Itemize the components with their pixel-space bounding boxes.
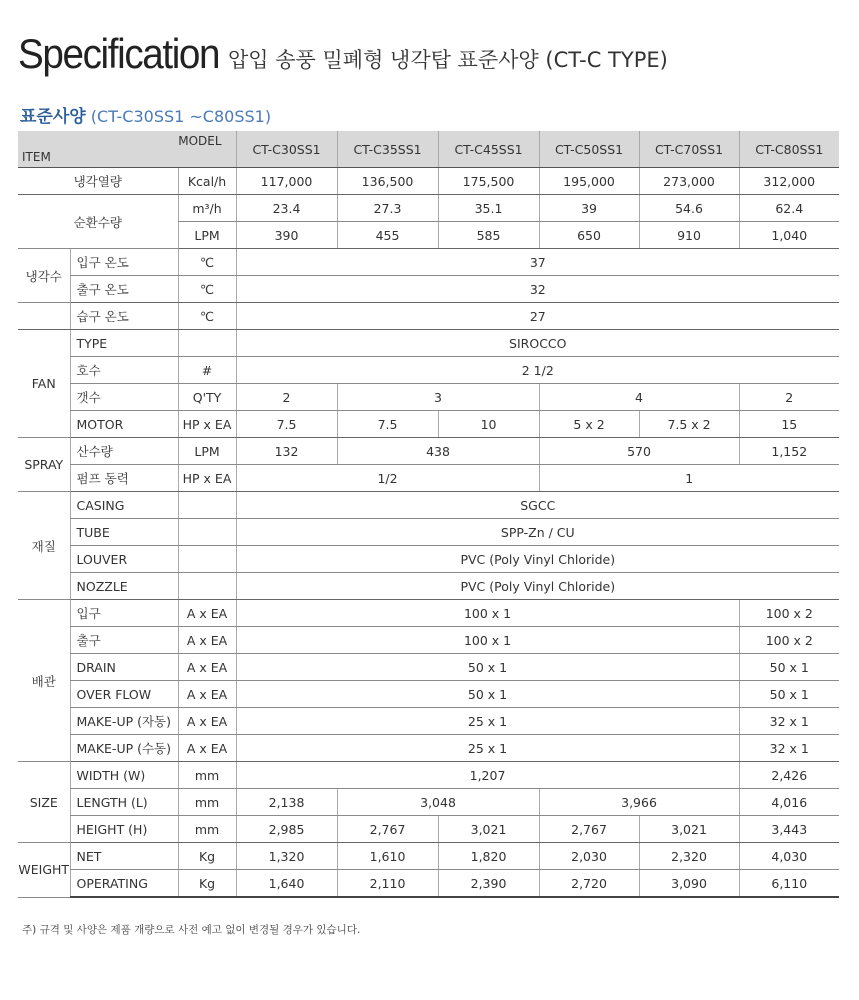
table-cell: 2,767: [337, 816, 438, 843]
model-header: CT-C30SS1: [236, 131, 337, 168]
section-subtitle: [20, 102, 271, 127]
table-cell: SIZE: [18, 762, 70, 843]
table-cell: [178, 330, 236, 357]
table-cell: 50 x 1: [739, 654, 839, 681]
table-cell: 1,040: [739, 222, 839, 249]
table-cell: FAN: [18, 330, 70, 438]
table-row: [18, 762, 839, 789]
table-cell: 50 x 1: [236, 681, 739, 708]
table-cell: A x EA: [178, 735, 236, 762]
model-header: CT-C80SS1: [739, 131, 839, 168]
table-cell: 1: [539, 465, 839, 492]
table-cell: 2,985: [236, 816, 337, 843]
table-cell: 재질: [18, 492, 70, 600]
table-cell: 7.5: [236, 411, 337, 438]
table-cell: 117,000: [236, 168, 337, 195]
table-cell: 3,966: [539, 789, 739, 816]
table-cell: 62.4: [739, 195, 839, 222]
table-cell: 냉각수: [18, 249, 70, 303]
item-label: ITEM: [22, 150, 51, 164]
table-cell: 455: [337, 222, 438, 249]
table-cell: 100 x 2: [739, 600, 839, 627]
table-cell: [18, 303, 70, 330]
table-cell: 100 x 1: [236, 627, 739, 654]
table-row: [18, 789, 839, 816]
table-cell: mm: [178, 816, 236, 843]
table-cell: mm: [178, 762, 236, 789]
header-corner: [18, 131, 236, 168]
subtitle-bold: 표준사양: [20, 107, 86, 127]
table-cell: 4: [539, 384, 739, 411]
table-cell: [178, 573, 236, 600]
table-row: [18, 546, 839, 573]
table-cell: CASING: [70, 492, 178, 519]
table-cell: 3,048: [337, 789, 539, 816]
table-cell: WIDTH (W): [70, 762, 178, 789]
table-row: [18, 600, 839, 627]
spec-table: [18, 131, 839, 898]
table-cell: 39: [539, 195, 639, 222]
table-cell: TYPE: [70, 330, 178, 357]
table-row: [18, 681, 839, 708]
table-cell: 54.6: [639, 195, 739, 222]
table-cell: 출구: [70, 627, 178, 654]
table-cell: 1,640: [236, 870, 337, 898]
table-cell: 136,500: [337, 168, 438, 195]
table-cell: MAKE-UP (자동): [70, 708, 178, 735]
table-cell: Kcal/h: [178, 168, 236, 195]
table-cell: HP x EA: [178, 411, 236, 438]
table-cell: 1,320: [236, 843, 337, 870]
table-cell: 3,021: [639, 816, 739, 843]
table-cell: 입구 온도: [70, 249, 178, 276]
table-cell: TUBE: [70, 519, 178, 546]
table-cell: 2,110: [337, 870, 438, 898]
table-cell: PVC (Poly Vinyl Chloride): [236, 573, 839, 600]
table-cell: 15: [739, 411, 839, 438]
table-cell: 25 x 1: [236, 735, 739, 762]
model-label: MODEL: [178, 134, 222, 148]
table-cell: SPP-Zn / CU: [236, 519, 839, 546]
table-cell: 37: [236, 249, 839, 276]
table-row: [18, 708, 839, 735]
table-cell: 7.5 x 2: [639, 411, 739, 438]
table-cell: MOTOR: [70, 411, 178, 438]
table-cell: 2 1/2: [236, 357, 839, 384]
table-cell: 입구: [70, 600, 178, 627]
table-cell: NOZZLE: [70, 573, 178, 600]
table-cell: 출구 온도: [70, 276, 178, 303]
table-cell: 27: [236, 303, 839, 330]
table-row: [18, 249, 839, 276]
footnote: 주) 규격 및 사양은 제품 개량으로 사전 예고 없이 변경될 경우가 있습니다.: [22, 924, 361, 936]
table-cell: m³/h: [178, 195, 236, 222]
table-cell: OPERATING: [70, 870, 178, 898]
table-cell: LPM: [178, 438, 236, 465]
table-cell: PVC (Poly Vinyl Chloride): [236, 546, 839, 573]
table-cell: LPM: [178, 222, 236, 249]
table-cell: A x EA: [178, 627, 236, 654]
table-cell: ℃: [178, 276, 236, 303]
table-cell: 25 x 1: [236, 708, 739, 735]
table-row: [18, 843, 839, 870]
table-cell: 배관: [18, 600, 70, 762]
table-cell: [178, 519, 236, 546]
table-cell: MAKE-UP (수동): [70, 735, 178, 762]
table-cell: 390: [236, 222, 337, 249]
table-cell: mm: [178, 789, 236, 816]
table-cell: 910: [639, 222, 739, 249]
table-cell: 순환수량: [18, 195, 178, 249]
table-cell: 1,152: [739, 438, 839, 465]
table-cell: 3,090: [639, 870, 739, 898]
table-cell: A x EA: [178, 600, 236, 627]
table-cell: Kg: [178, 843, 236, 870]
table-row: [18, 411, 839, 438]
subtitle-range: (CT-C30SS1 ~C80SS1): [85, 107, 272, 126]
table-cell: 2,720: [539, 870, 639, 898]
table-cell: 32: [236, 276, 839, 303]
table-cell: 1,820: [438, 843, 539, 870]
table-cell: 100 x 1: [236, 600, 739, 627]
table-cell: 650: [539, 222, 639, 249]
table-cell: [178, 546, 236, 573]
model-header: CT-C50SS1: [539, 131, 639, 168]
table-row: [18, 492, 839, 519]
table-cell: DRAIN: [70, 654, 178, 681]
header-row: [18, 131, 839, 168]
model-header: CT-C45SS1: [438, 131, 539, 168]
table-cell: 195,000: [539, 168, 639, 195]
table-cell: ℃: [178, 303, 236, 330]
table-cell: 호수: [70, 357, 178, 384]
table-row: [18, 816, 839, 843]
table-cell: 2,320: [639, 843, 739, 870]
table-cell: 32 x 1: [739, 708, 839, 735]
table-cell: 2,390: [438, 870, 539, 898]
table-cell: 1,610: [337, 843, 438, 870]
table-cell: 갯수: [70, 384, 178, 411]
table-cell: ℃: [178, 249, 236, 276]
table-cell: 2,138: [236, 789, 337, 816]
table-row: [18, 195, 839, 222]
table-cell: 4,016: [739, 789, 839, 816]
page-title: [18, 30, 668, 78]
table-cell: 3,021: [438, 816, 539, 843]
table-row: [18, 357, 839, 384]
table-cell: 4,030: [739, 843, 839, 870]
table-cell: HEIGHT (H): [70, 816, 178, 843]
table-cell: 1,207: [236, 762, 739, 789]
table-row: [18, 735, 839, 762]
table-cell: 132: [236, 438, 337, 465]
table-cell: 32 x 1: [739, 735, 839, 762]
table-cell: SIROCCO: [236, 330, 839, 357]
table-cell: NET: [70, 843, 178, 870]
table-cell: Kg: [178, 870, 236, 898]
table-cell: 2,767: [539, 816, 639, 843]
table-cell: WEIGHT: [18, 843, 70, 898]
table-cell: 3: [337, 384, 539, 411]
table-cell: Q'TY: [178, 384, 236, 411]
table-cell: SPRAY: [18, 438, 70, 492]
table-row: [18, 627, 839, 654]
table-row: [18, 465, 839, 492]
table-cell: 3,443: [739, 816, 839, 843]
table-cell: 438: [337, 438, 539, 465]
model-header: CT-C70SS1: [639, 131, 739, 168]
table-cell: 10: [438, 411, 539, 438]
table-cell: A x EA: [178, 681, 236, 708]
table-cell: 습구 온도: [70, 303, 178, 330]
table-row: [18, 573, 839, 600]
title-sub: 압입 송풍 밀폐형 냉각탑 표준사양 (CT-C TYPE): [228, 48, 668, 72]
table-cell: 570: [539, 438, 739, 465]
table-row: [18, 384, 839, 411]
model-header: CT-C35SS1: [337, 131, 438, 168]
table-cell: SGCC: [236, 492, 839, 519]
table-row: [18, 519, 839, 546]
table-cell: 펌프 동력: [70, 465, 178, 492]
table-row: [18, 870, 839, 898]
table-row: [18, 654, 839, 681]
table-cell: 175,500: [438, 168, 539, 195]
table-cell: OVER FLOW: [70, 681, 178, 708]
table-cell: 100 x 2: [739, 627, 839, 654]
table-cell: 냉각열량: [18, 168, 178, 195]
table-cell: 585: [438, 222, 539, 249]
table-cell: 50 x 1: [739, 681, 839, 708]
table-cell: #: [178, 357, 236, 384]
table-cell: 23.4: [236, 195, 337, 222]
table-cell: A x EA: [178, 708, 236, 735]
table-row: [18, 438, 839, 465]
table-cell: LENGTH (L): [70, 789, 178, 816]
table-cell: [178, 492, 236, 519]
table-cell: 2,030: [539, 843, 639, 870]
title-main: Specification: [18, 30, 220, 77]
table-cell: LOUVER: [70, 546, 178, 573]
table-cell: 산수량: [70, 438, 178, 465]
table-cell: 50 x 1: [236, 654, 739, 681]
table-cell: 2,426: [739, 762, 839, 789]
table-row: [18, 330, 839, 357]
table-cell: 6,110: [739, 870, 839, 898]
table-cell: 1/2: [236, 465, 539, 492]
table-row: [18, 303, 839, 330]
table-cell: 2: [236, 384, 337, 411]
table-cell: 35.1: [438, 195, 539, 222]
table-cell: 7.5: [337, 411, 438, 438]
table-cell: 5 x 2: [539, 411, 639, 438]
table-cell: 2: [739, 384, 839, 411]
table-row: [18, 168, 839, 195]
table-row: [18, 276, 839, 303]
table-cell: HP x EA: [178, 465, 236, 492]
table-cell: A x EA: [178, 654, 236, 681]
table-cell: 273,000: [639, 168, 739, 195]
table-cell: 312,000: [739, 168, 839, 195]
table-cell: 27.3: [337, 195, 438, 222]
